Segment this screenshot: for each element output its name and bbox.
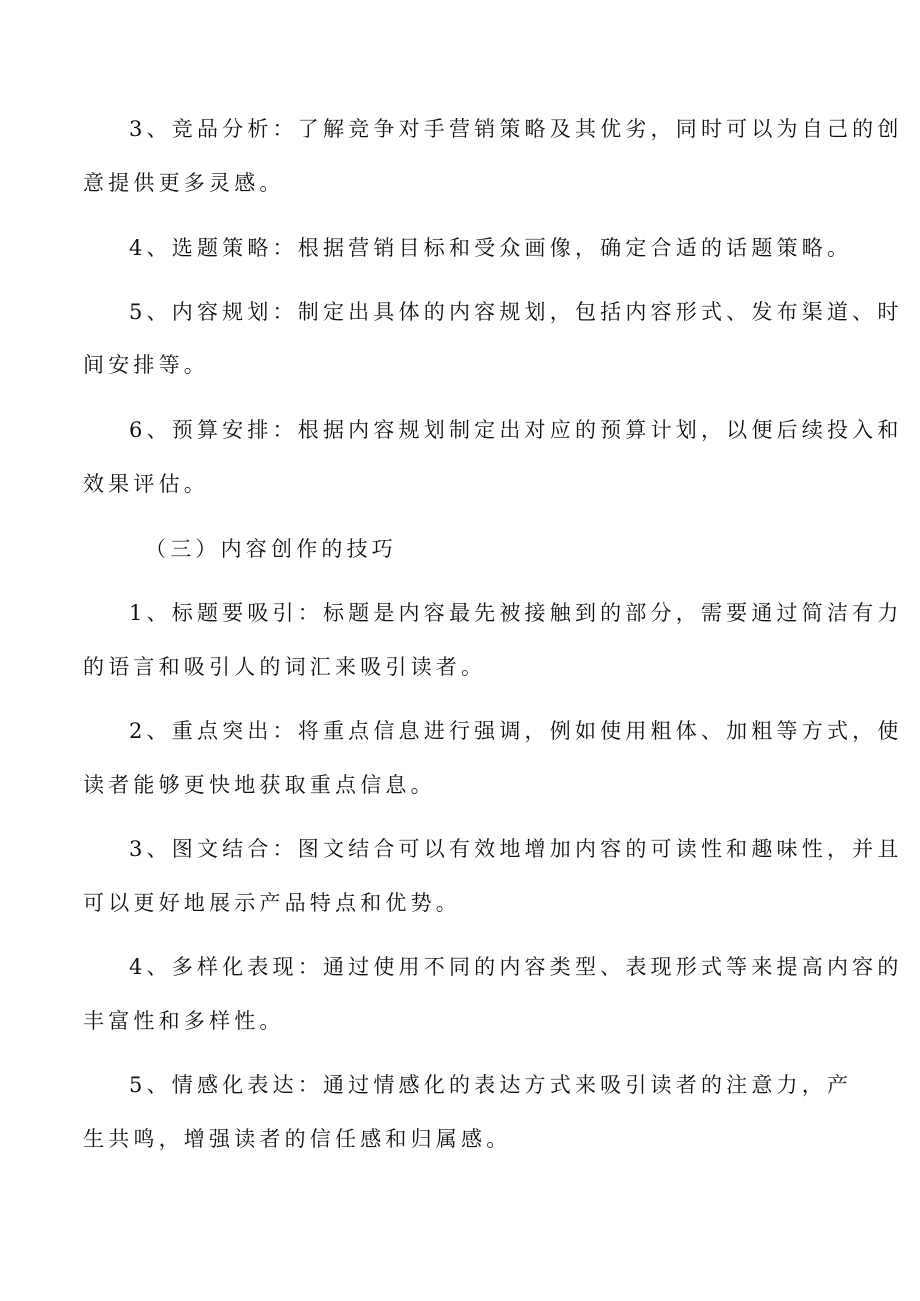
- paragraph-line: 可以更好地展示产品特点和优势。: [83, 891, 461, 915]
- paragraph-line: 4、多样化表现：通过使用不同的内容类型、表现形式等来提高内容的: [129, 955, 903, 979]
- paragraph-line: 6、预算安排：根据内容规划制定出对应的预算计划，以便后续投入和: [129, 418, 903, 442]
- paragraph-line: 3、图文结合：图文结合可以有效地增加内容的可读性和趣味性，并且: [129, 837, 903, 861]
- paragraph-line: 5、内容规划：制定出具体的内容规划，包括内容形式、发布渠道、时: [129, 300, 903, 324]
- paragraph-line: 间安排等。: [83, 353, 209, 377]
- paragraph-line: 5、情感化表达：通过情感化的表达方式来吸引读者的注意力，产: [129, 1073, 853, 1097]
- paragraph-line: 生共鸣，增强读者的信任感和归属感。: [83, 1127, 512, 1151]
- paragraph-line: 意提供更多灵感。: [83, 171, 285, 195]
- paragraph-line: 的语言和吸引人的词汇来吸引读者。: [83, 655, 487, 679]
- paragraph-line: 3、竞品分析：了解竞争对手营销策略及其优劣，同时可以为自己的创: [129, 117, 903, 141]
- paragraph-line: 丰富性和多样性。: [83, 1009, 285, 1033]
- paragraph-line: 效果评估。: [83, 472, 209, 496]
- section-heading: （三）内容创作的技巧: [145, 537, 397, 561]
- paragraph-line: 4、选题策略：根据营销目标和受众画像，确定合适的话题策略。: [129, 236, 853, 260]
- paragraph-line: 读者能够更快地获取重点信息。: [83, 773, 436, 797]
- paragraph-line: 2、重点突出：将重点信息进行强调，例如使用粗体、加粗等方式，使: [129, 719, 903, 743]
- paragraph-line: 1、标题要吸引：标题是内容最先被接触到的部分，需要通过简洁有力: [129, 601, 903, 625]
